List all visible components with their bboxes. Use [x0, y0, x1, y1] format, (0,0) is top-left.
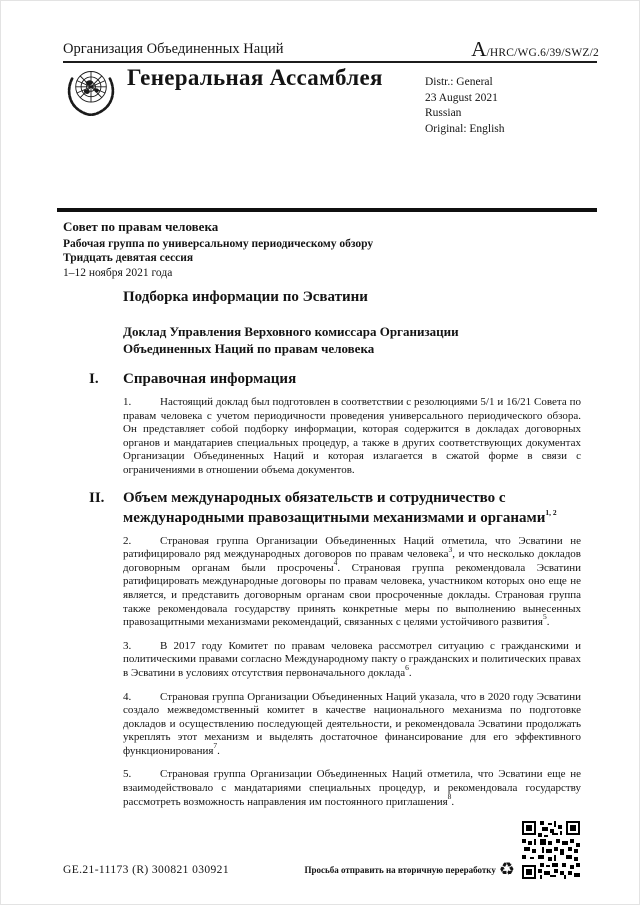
paragraph-text: Настоящий доклад был подготовлен в соответствии с резолюциями 5/1 и 16/21 Совета по правам человека с учетом периодичности проведения универсального периодического обзора. Он представляет собой подборку информации, которая содержится в докладах договорных органов и мандатариев специальных процедур, а также в других соответствующих документах Организации Объединенных Наций и которая излагается в сжатой форме в связи с ограничениями в отношении объема документов. [123, 396, 581, 476]
paragraph-number: 2. [123, 534, 132, 547]
section-heading-2 [89, 488, 563, 528]
session-number: Тридцать девятая сессия [63, 252, 194, 264]
doc-symbol-rest: /HRC/WG.6/39/SWZ/2 [486, 47, 599, 59]
session-block [63, 220, 373, 280]
paragraph-number: 1. [123, 396, 132, 408]
un-emblem-icon [64, 64, 118, 129]
masthead-thick-rule [57, 208, 597, 212]
date-line: 23 August 2021 [425, 91, 498, 104]
assembly-title: Генеральная Ассамблея [127, 65, 383, 90]
org-name: Организация Объединенных Наций [63, 41, 284, 57]
paragraph-number: 4. [123, 690, 132, 703]
paragraph-number: 3. [123, 639, 132, 652]
language-line: Russian [425, 107, 462, 119]
section-title: Справочная информация [123, 371, 297, 387]
document-body [1, 289, 640, 819]
council-name: Совет по правам человека [63, 219, 219, 234]
section-numeral: II. [89, 489, 105, 506]
section-numeral: I. [89, 371, 99, 387]
distr-block [425, 75, 505, 137]
document-title: Подборка информации по Эсватини [123, 289, 368, 305]
working-group-name: Рабочая группа по универсальному периодическому обзору [63, 237, 374, 250]
section-title: Объем международных обязательств и сотрудничество с международными правозащитными механизмами и органами$^{1, 2}$ [123, 489, 557, 526]
session-dates: 1–12 ноября 2021 года [63, 266, 173, 279]
doc-symbol-initial: A [471, 37, 487, 61]
section-heading-1 [89, 369, 563, 389]
paragraph-text: Страновая группа Организации Объединенных Наций указала, что в 2020 году Эсватини создало межведомственный комитет в качестве национального механизма по подготовке докладов и осуществлению последующей деятельности, и рекомендовала Эсватини продолжать укреплять этот механизм и выделять достаточное финансирование для его эффективного функционирования$^7$. [123, 690, 581, 757]
paragraph-5 [123, 768, 581, 809]
paragraph-text: Страновая группа Организации Объединенных Наций отметила, что Эсватини не ратифицировало ряд международных договоров по правам человека$^3$, и что несколько докладов договорным органам были просрочены$^4$. Страновая группа рекомендовала Эсватини ратифицировать международные договоры по правам человека, участником которых оно еще не является, и представить договорным органам свои просроченные доклады. Страновая группа также рекомендовала государству принять конкретные меры по выполнению вынесенных правозащитными механизмами рекомендаций, связанных с целями устойчивого развития$^5$. [123, 534, 581, 629]
distr-line: Distr.: General [425, 76, 493, 88]
paragraph-number: 5. [123, 768, 132, 781]
qr-code [522, 821, 580, 884]
paragraph-3 [123, 640, 581, 681]
paragraph-text: В 2017 году Комитет по правам человека рассмотрел ситуацию с гражданскими и политическими правами согласно Международному пакту о гражданских и политических правах в Эсватини в условиях отсутствия первоначального доклада$^6$. [123, 639, 581, 679]
paragraph-4 [123, 691, 581, 759]
paragraph-2 [123, 535, 581, 630]
original-line: Original: English [425, 122, 505, 135]
paragraph-text: Страновая группа Организации Объединенных Наций отметила, что Эсватини еще не взаимодействовало с мандатариями специальных процедур, и рекомендовала государству рассмотреть возможность направления им постоянного приглашения$^8$. [123, 768, 581, 808]
recycle-note [304, 861, 515, 879]
header-rule [63, 61, 597, 63]
document-subtitle: Доклад Управления Верховного комиссара Организации Объединенных Наций по правам человека [123, 324, 459, 356]
paragraph-1 [123, 396, 581, 478]
recycle-note-text: Просьба отправить на вторичную переработку [304, 865, 496, 875]
doc-symbol [471, 37, 599, 62]
recycle-icon: ♻ [498, 859, 515, 880]
document-id: GE.21-11173 (R) 300821 030921 [63, 864, 229, 876]
